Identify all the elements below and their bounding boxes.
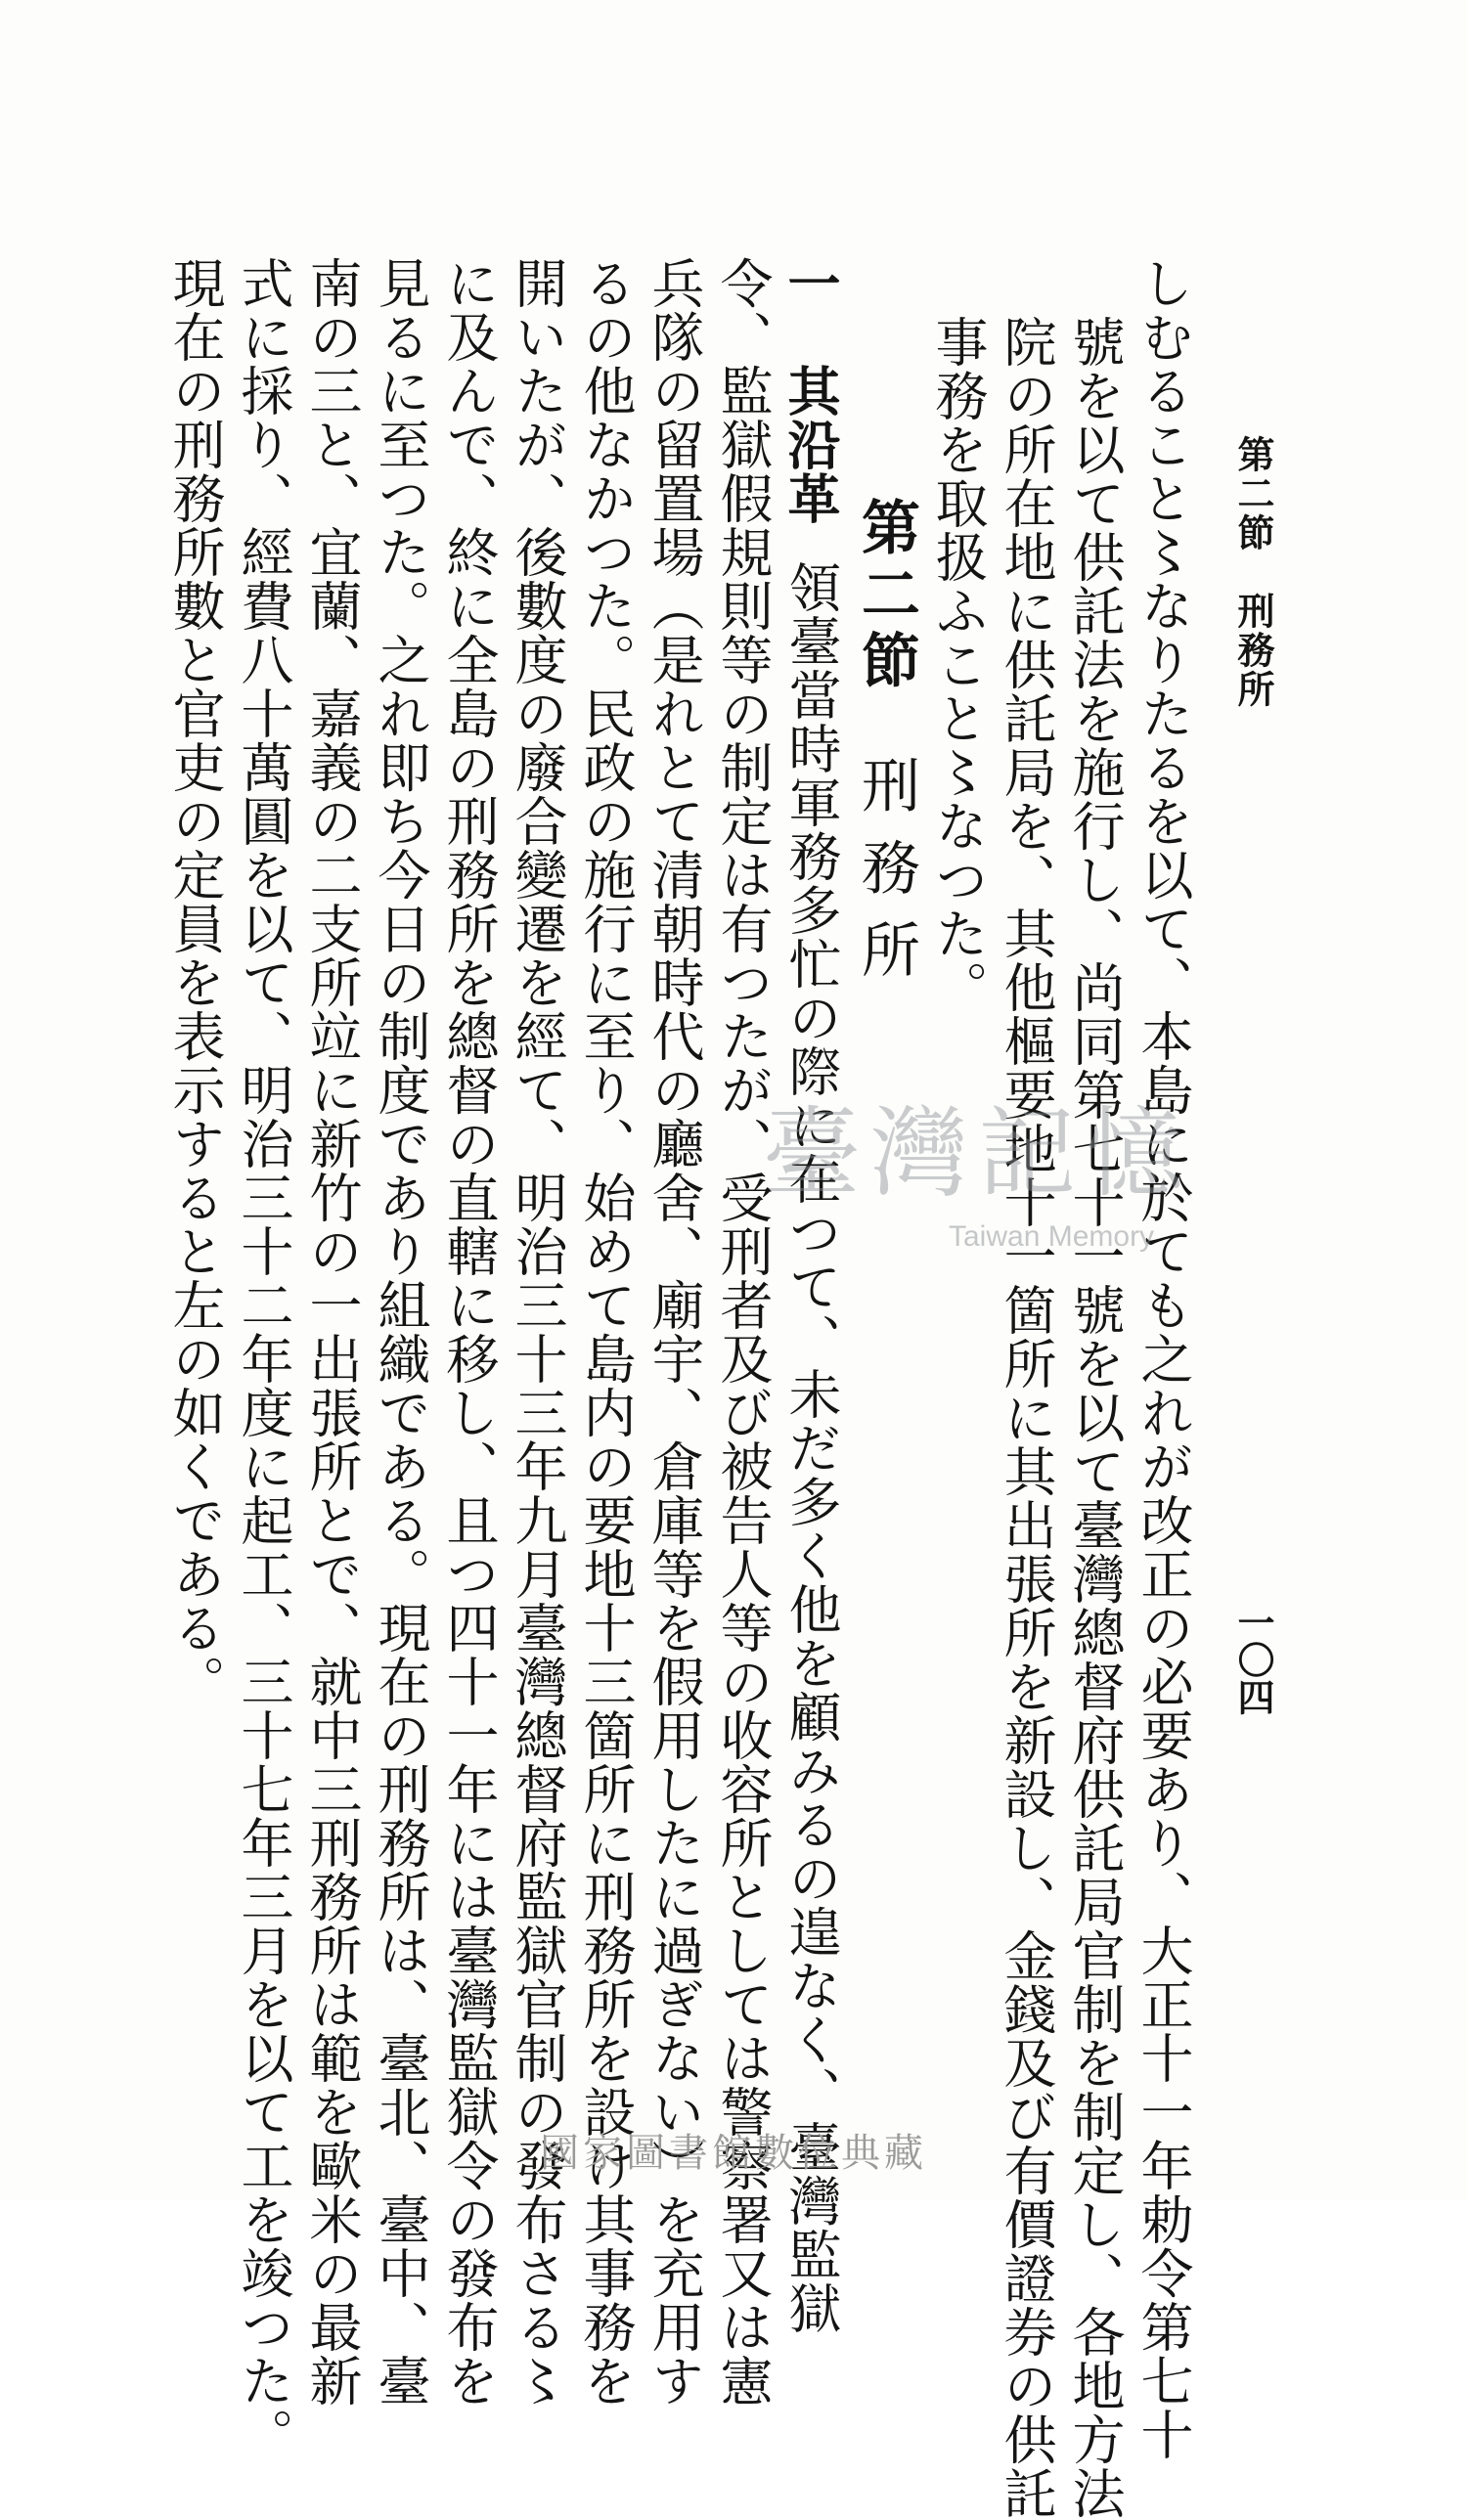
running-head: 第二節 刑務所 <box>1231 435 1275 709</box>
subsection-first-line: 領臺當時軍務多忙の際に在つて、未だ多く他を顧みるの遑なく、臺灣監獄 <box>780 560 842 2335</box>
body-column-1: 令、監獄假規則等の制定は有つたが、受刑者及び被告人等の收容所としては警察署又は憲 <box>712 256 774 2408</box>
watermark-subtitle: Taiwan Memory <box>949 1220 1155 1253</box>
text-column-4: 事務を取扱ふこと〻なつた。 <box>927 315 989 1014</box>
body-column-3: るの他なかつた。民政の施行に至り、始めて島内の要地十三箇所に刑務所を設け其事務を <box>575 256 637 2408</box>
section-number: 第二節 <box>852 497 920 696</box>
text-column-2: 號を以て供託法を施行し、尚同第七十一號を以て臺灣總督府供託局官制を制定し、各地方法 <box>1064 315 1126 2520</box>
section-heading <box>852 497 920 1001</box>
body-column-9: 現在の刑務所數と官吏の定員を表示すると左の如くである。 <box>164 256 226 1708</box>
body-column-2: 兵隊の留置場（是れとて清朝時代の廳舍、廟宇、倉庫等を假用したに過ぎない）を充用す <box>644 256 705 2408</box>
text-column-1: しむること〻なりたるを以て、本島に於ても之れが改正の必要あり、大正十一年勅令第七十 <box>1133 256 1194 2461</box>
subsection-first-column <box>779 256 842 2335</box>
body-column-6: 見るに至つた。之れ即ち今日の制度であり組織である。現在の刑務所は、臺北、臺中、臺 <box>370 256 431 2408</box>
body-column-5: に及んで、終に全島の刑務所を總督の直轄に移し、且つ四十一年には臺灣監獄令の發布を <box>438 256 500 2408</box>
subsection-label: 一 其沿革 <box>779 256 842 525</box>
body-column-8: 式に採り、經費八十萬圓を以て、明治三十二年度に起工、三十七年三月を以て工を竣つた。 <box>233 256 294 2461</box>
body-column-4: 開いたが、後數度の廢合變遷を經て、明治三十三年九月臺灣總督府監獄官制の發布さる〻 <box>507 256 568 2408</box>
section-name: 刑務所 <box>852 755 920 1001</box>
page-number: 一〇四 <box>1231 1604 1275 1715</box>
taiwan-memory-watermark <box>763 1096 1213 1261</box>
body-column-7: 南の三と、宜蘭、嘉義の二支所竝に新竹の一出張所とで、就中三刑務所は範を歐米の最新 <box>301 256 363 2408</box>
text-column-3: 院の所在地に供託局を、其他樞要地十一箇所に其出張所を新設し、金錢及び有價證券の供託 <box>996 315 1057 2520</box>
watermark-title: 臺灣記憶 <box>763 1096 1193 1211</box>
archive-footer: 國家圖書館數位典藏 <box>540 2131 927 2176</box>
